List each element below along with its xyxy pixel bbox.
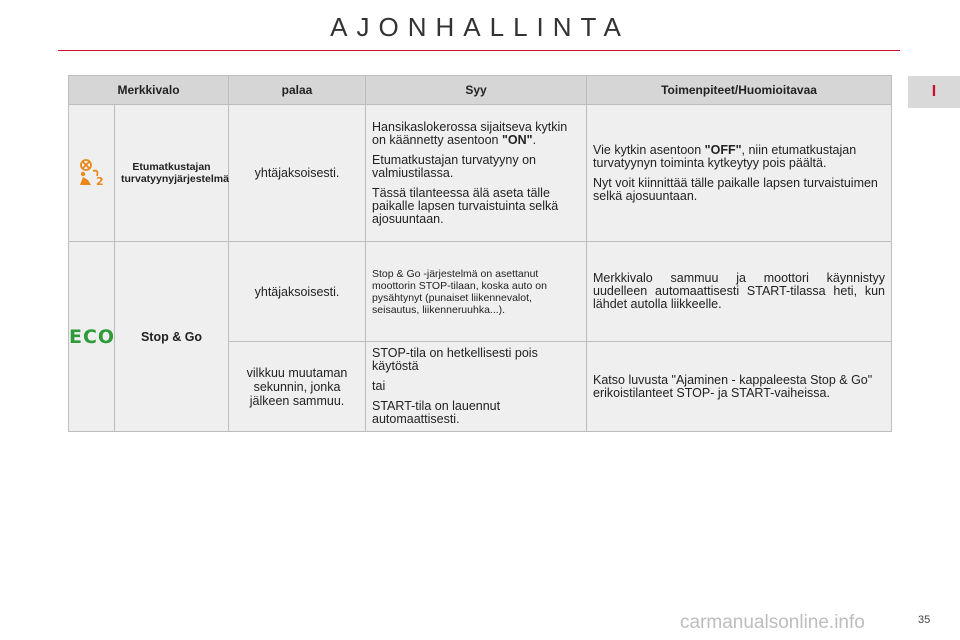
cause-paragraph: tai	[372, 379, 386, 393]
cause-paragraph: Etumatkustajan turvatyyny on valmiustilassa.	[372, 152, 536, 180]
indicator-name: Etumatkustajan turvatyynyjärjestelmä	[115, 105, 229, 242]
table-row	[69, 105, 892, 242]
cause-paragraph: Hansikaslokerossa sijaitseva kytkin on käännetty asentoon "ON".	[372, 119, 568, 147]
cause-paragraph: Tässä tilanteessa älä aseta tälle paikalle lapsen turvaistuinta selkä ajosuuntaan.	[372, 185, 559, 226]
cause-paragraph: STOP-tila on hetkellisesti pois käytöstä	[372, 346, 538, 373]
indicator-cause	[366, 342, 587, 432]
indicator-icon-cell	[69, 242, 115, 432]
indicator-state: yhtäjaksoisesti.	[229, 105, 366, 242]
chapter-tab[interactable]: I	[908, 76, 960, 108]
cause-paragraph: START-tila on lauennut automaattisesti.	[372, 399, 501, 426]
indicator-cause: Stop & Go -järjestelmä on asettanut moottorin STOP-tilaan, koska auto on pysähtynyt (punaiset liikennevalot, seisautus, liikenneruuhka...).	[366, 242, 587, 342]
watermark: carmanualsonline.info	[680, 612, 865, 633]
column-header-merkkivalo: Merkkivalo	[69, 76, 229, 105]
indicator-cause	[366, 105, 587, 242]
action-paragraph: Nyt voit kiinnittää tälle paikalle lapsen turvaistuimen selkä ajosuuntaan.	[593, 175, 878, 203]
title-divider	[58, 50, 900, 51]
column-header-palaa: palaa	[229, 76, 366, 105]
indicator-action	[587, 105, 892, 242]
indicator-action: Merkkivalo sammuu ja moottori käynnistyy uudelleen automaattisesti START-tilassa heti, kun lähdet autolla liikkeelle.	[587, 242, 892, 342]
indicator-name: Stop & Go	[115, 242, 229, 432]
indicator-action: Katso luvusta "Ajaminen - kappaleesta Stop & Go" erikoistilanteet STOP- ja START-vaiheissa.	[587, 342, 892, 432]
indicator-icon-cell	[69, 105, 115, 242]
indicator-state: yhtäjaksoisesti.	[229, 242, 366, 342]
eco-icon: ECO	[69, 325, 116, 348]
column-header-syy: Syy	[366, 76, 587, 105]
action-paragraph: Vie kytkin asentoon "OFF", niin etumatkustajan turvatyynyn toiminta kytkeytyy pois päältä.	[593, 142, 857, 170]
table-row	[69, 242, 892, 342]
page-number: 35	[918, 614, 931, 626]
passenger-airbag-off-icon	[77, 175, 107, 189]
indicator-state: vilkkuu muutaman sekunnin, jonka jälkeen sammuu.	[229, 342, 366, 432]
svg-text:2: 2	[95, 174, 104, 186]
column-header-toimenpiteet: Toimenpiteet/Huomioitavaa	[587, 76, 892, 105]
page-title: AJONHALLINTA	[330, 12, 630, 42]
warning-lights-table	[68, 75, 892, 432]
table-header-row	[69, 76, 892, 105]
